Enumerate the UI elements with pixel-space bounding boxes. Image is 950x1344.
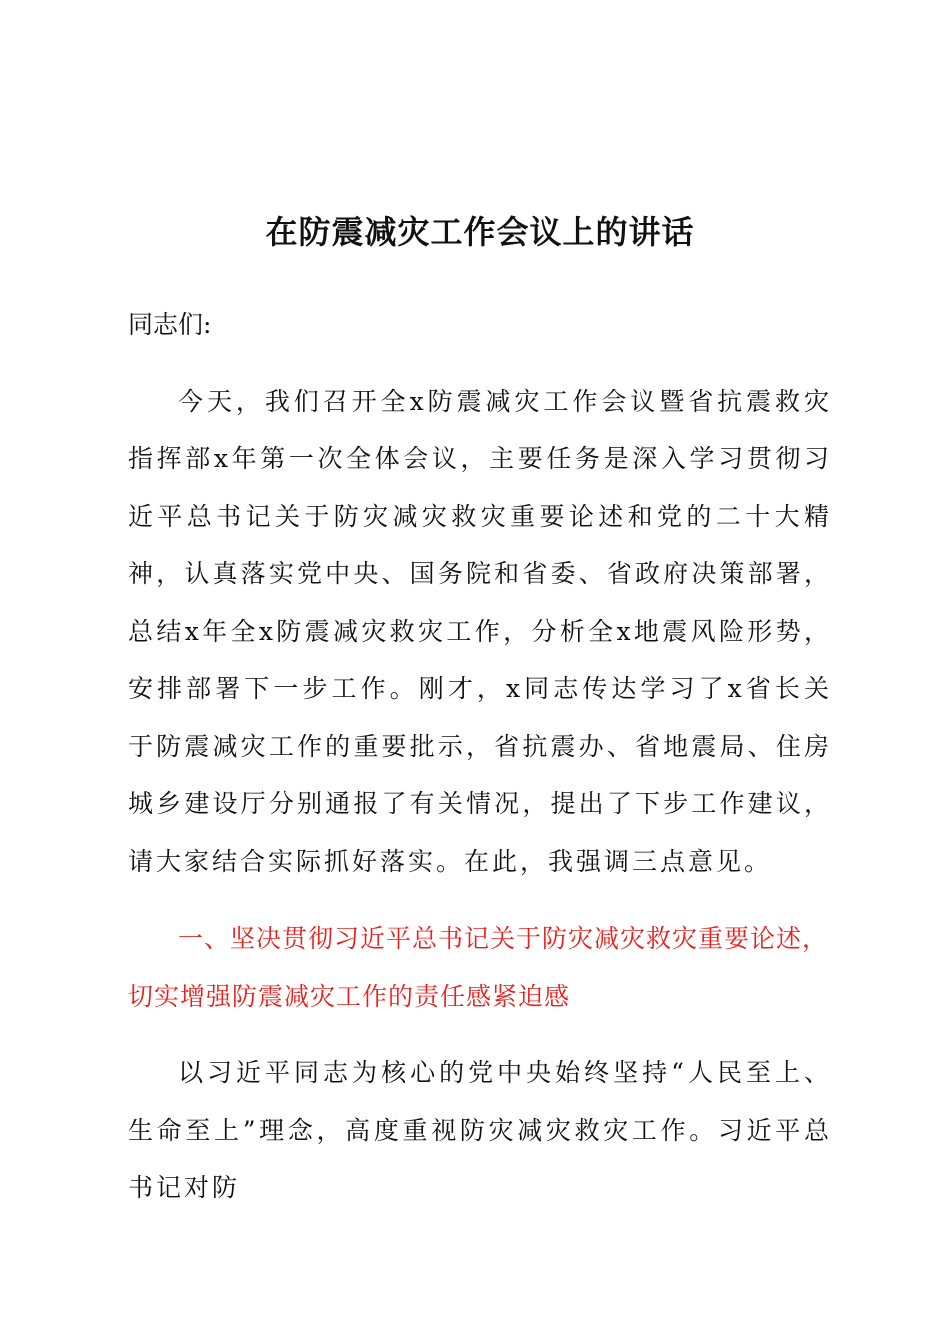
section-one-paragraph: 以习近平同志为核心的党中央始终坚持“人民至上、生命至上”理念，高度重视防灾减灾救灾工作。习近平总书记对防 bbox=[128, 1058, 832, 1202]
salutation: 同志们: bbox=[128, 310, 212, 339]
document-title: 在防震减灾工作会议上的讲话 bbox=[265, 213, 695, 251]
section-heading-one: 一、坚决贯彻习近平总书记关于防灾减灾救灾重要论述，切实增强防震减灾工作的责任感紧迫感 bbox=[128, 924, 829, 1011]
opening-paragraph: 今天，我们召开全x防震减灾工作会议暨省抗震救灾指挥部x年第一次全体会议，主要任务是深入学习贯彻习近平总书记关于防灾减灾救灾重要论述和党的二十大精神，认真落实党中央、国务院和省委、省政府决策部署，总结x年全x防震减灾救灾工作，分析全x地震风险形势，安排部署下一步工作。刚才，x同志传达学习了x省长关于防震减灾工作的重要批示，省抗震办、省地震局、住房城乡建设厅分别通报了有关情况，提出了下步工作建议，请大家结合实际抓好落实。在此，我强调三点意见。 bbox=[128, 386, 832, 876]
document-body bbox=[128, 208, 832, 1217]
